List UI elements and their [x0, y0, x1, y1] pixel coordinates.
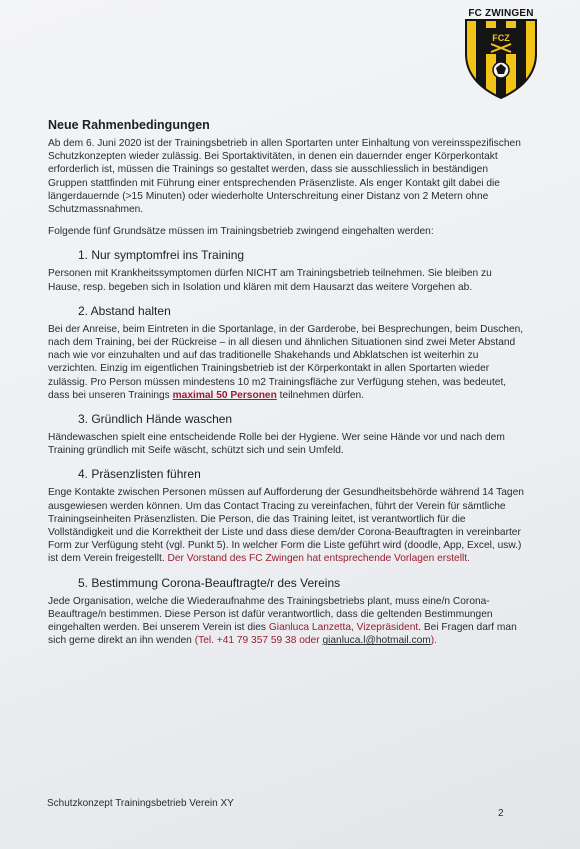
rule-4 — [48, 467, 524, 565]
rule-4-text: Enge Kontakte zwischen Personen müssen auf Aufforderung der Gesundheitsbehörde während 14 Tagen ausgewiesen werden können. Um das Contact Tracing zu vereinfachen, führt der Verein für sämtliche Trainingseinheiten Präsenzlisten. Die Person, die das Training leitet, ist verantwortlich für die Vollständigkeit und die Korrektheit der Liste und dass diese dem/der Corona-Beauftragten in vereinbarter Form zur Verfügung steht (vgl. Punkt 5). In welcher Form die Liste geführt wird (doodle, App, Excel, usw.) ist dem Verein freigestellt. Der Vorstand des FC Zwingen hat entsprechende Vorlagen erstellt. — [48, 487, 524, 565]
club-crest-icon — [462, 8, 540, 100]
section-heading: Neue Rahmenbedingungen — [48, 118, 210, 132]
max-persons-highlight: maximal 50 Personen — [172, 389, 277, 401]
rule-1-text: Personen mit Krankheitssymptomen dürfen NICHT am Trainingsbetrieb teilnehmen. Sie bleiben zu Hause, resp. begeben sich in Isolation und klären mit dem Hausarzt das weitere Vorgehen ab. — [48, 268, 492, 293]
rule-2 — [48, 304, 524, 402]
rule-5 — [48, 576, 524, 648]
board-templates-note: Der Vorstand des FC Zwingen hat entsprechende Vorlagen erstellt. — [167, 553, 470, 565]
rule-2-text: Bei der Anreise, beim Eintreten in die Sportanlage, in der Garderobe, bei Besprechungen, beim Duschen, nach dem Training, bei der Rückreise – in all diesen und ähnlichen Situationen sind zwei Meter Abstand nach wie vor einzuhalten und auf das traditionelle Shakehands und Abklatschen ist weiterhin zu verzichten. Einzig im eigentlichen Trainingsbetrieb ist der Körperkontakt in allen Sportarten wieder zulässig. Pro Person müssen mindestens 10 m2 Trainingsfläche zur Verfügung stehen, was bedeutet, dass bei unseren Trainings maximal 50 Personen teilnehmen dürfen. — [48, 323, 524, 401]
rule-3-title: 3. Gründlich Hände waschen — [78, 412, 233, 427]
rule-4-title: 4. Präsenzlisten führen — [78, 467, 201, 482]
rule-1 — [48, 248, 524, 293]
crest-monogram: FCZ — [492, 33, 510, 43]
rule-3 — [48, 412, 524, 457]
corona-officer-name: Gianluca Lanzetta, Vizepräsident — [268, 622, 419, 634]
document-footer: Schutzkonzept Trainingsbetrieb Verein XY — [47, 798, 234, 809]
rule-5-title: 5. Bestimmung Corona-Beauftragte/r des Vereins — [78, 575, 341, 590]
club-name: FC ZWINGEN — [468, 8, 534, 19]
intro-paragraph: Ab dem 6. Juni 2020 ist der Trainingsbetrieb in allen Sportarten unter Einhaltung von vereinsspezifischen Schutzkonzepten wieder zulässig. Bei Sportaktivitäten, in denen ein dauernder enger Körperkontakt erforderlich ist, müssen die Trainings so gestaltet werden, dass sie ausschliesslich in beständigen Gruppen stattfinden mit Führung einer entsprechenden Präsenzliste. Als enger Kontakt gilt dabei die längerdauernde (>15 Minuten) oder wiederholte Unterschreitung einer Distanz von 2 Metern ohne Schutzmassnahmen. — [48, 138, 521, 216]
rule-1-title: 1. Nur symptomfrei ins Training — [78, 248, 245, 263]
contact-email-link[interactable]: gianluca.l@hotmail.com — [322, 635, 431, 647]
rule-3-text: Händewaschen spielt eine entscheidende Rolle bei der Hygiene. Wer seine Hände vor und nach dem Training gründlich mit Seife wäscht, schützt sich und sein Umfeld. — [48, 432, 505, 457]
page-number: 2 — [498, 808, 504, 819]
contact-phone: (Tel. +41 79 357 59 38 oder — [194, 635, 320, 647]
lead-paragraph: Folgende fünf Grundsätze müssen im Trainingsbetrieb zwingend eingehalten werden: — [48, 226, 434, 238]
document-body — [48, 118, 524, 657]
rule-2-title: 2. Abstand halten — [78, 303, 171, 318]
rule-5-text: Jede Organisation, welche die Wiederaufnahme des Trainingsbetriebs plant, muss eine/n Corona-Beauftrage/n bestimmen. Diese Person ist dafür verantwortlich, dass die geltenden Bestimmungen eingehalten werden. Bei unserem Verein ist dies Gianluca Lanzetta, Vizepräsident. Bei Fragen darf man sich gerne direkt an ihn wenden (Tel. +41 79 357 59 38 oder gianluca.l@hotmail.com). — [48, 595, 517, 647]
